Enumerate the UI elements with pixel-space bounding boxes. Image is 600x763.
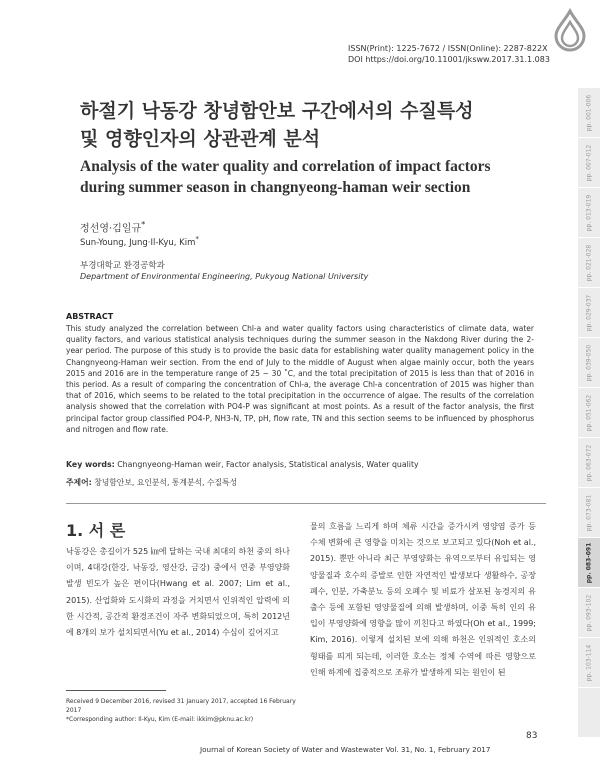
page-tab-label: pp. 083-091 bbox=[585, 542, 593, 583]
keywords-korean bbox=[66, 477, 534, 488]
body-column-left: 낙동강은 총길이가 525 ㎞에 달하는 국내 최대의 하천 중의 하나이며, 4대강(한강, 낙동강, 영산강, 금강) 중에서 연중 부영양화 발생 빈도가 높은 편이다(Hwang et al. 2007; Lim et al., 2015). 산업화와 도시화의 과정을 거치면서 인위적인 압력에 의한 시간적, 공간적 환경조건이 자주 변화되었으며, 특히 2012년에 8개의 보가 설치되면서(Yu et al., 2014) 수심이 깊어지고 bbox=[66, 547, 290, 638]
page-tab-label: pp. 029-037 bbox=[585, 294, 593, 331]
doi-line: DOI https://doi.org/10.11001/jksww.2017.31.1.083 bbox=[348, 55, 550, 64]
page-tab[interactable] bbox=[578, 188, 600, 237]
page-tab[interactable] bbox=[578, 588, 600, 637]
title-korean-line2: 및 영향인자의 상관관계 분석 bbox=[80, 128, 321, 150]
page-range-tabs bbox=[578, 88, 600, 738]
footnote bbox=[66, 697, 296, 724]
abstract-heading: ABSTRACT bbox=[66, 312, 114, 321]
keywords-korean-label: 주제어: bbox=[66, 478, 92, 487]
page-tab[interactable] bbox=[578, 238, 600, 287]
page-tab[interactable] bbox=[578, 388, 600, 437]
footnote-corresponding: *Corresponding author: Il-Kyu, Kim (E-mail: ikkim@pknu.ac.kr) bbox=[66, 716, 254, 723]
page-tab-label: pp. 063-072 bbox=[585, 444, 593, 481]
abstract-body: This study analyzed the correlation between Chl-a and water quality factors using characteristics of climate data, water quality factors, and various statistical analysis techniques during the summer season in the Nakdong River during the 2-year period. The purpose of this study is to provide the basic data for establishing water quality management policy in the Changnyeong-Haman weir section. From the end of July to the middle of August when algae mainly occur, both the years 2015 and 2016 are in the temperature range of 25 ~ 30 ˚C, and the total precipitation of 2015 is less than that of 2016 in this period. As a result of comparing the concentration of Chl-a, the average Chl-a concentration of 2015 was higher than that of 2016, which seems to be related to the total precipitation in the occurrence of algae. The results of the correlation analysis showed that the correlation with PO4-P was significant at most points. As a result of the factor analysis, the first principal factor group classified PO4-P, NH3-N, TP, pH, flow rate, TN and this section seems to be influenced by phosphorus and nitrogen and flow rate. bbox=[66, 324, 534, 434]
page-tab-label: pp. 001-006 bbox=[585, 94, 593, 131]
page-tab-label: pp. 073-081 bbox=[585, 494, 593, 531]
footnote-received: Received 9 December 2016, revised 31 January 2017, accepted 16 February 2017 bbox=[66, 698, 296, 714]
page-tab-label: pp. 013-019 bbox=[585, 194, 593, 231]
page-tab-label: pp. 093-102 bbox=[585, 594, 593, 631]
authors-korean-names: 정선영·김일규 bbox=[80, 223, 142, 235]
page-tab-label: pp. 051-062 bbox=[585, 394, 593, 431]
issn-info bbox=[348, 43, 550, 65]
issn-line: ISSN(Print): 1225-7672 / ISSN(Online): 2287-822X bbox=[348, 44, 548, 53]
keywords-korean-list: 창녕함안보, 요인분석, 통계분석, 수질특성 bbox=[94, 478, 238, 487]
page-tab[interactable] bbox=[578, 288, 600, 337]
section-divider bbox=[66, 503, 546, 504]
journal-logo-icon bbox=[548, 8, 592, 52]
page-number: 83 bbox=[526, 731, 538, 741]
page-tab-label: pp. 021-028 bbox=[585, 244, 593, 281]
keywords-english bbox=[66, 460, 534, 469]
page-tab[interactable] bbox=[578, 688, 600, 737]
page-tab-active[interactable] bbox=[578, 538, 600, 587]
page-tab[interactable] bbox=[578, 88, 600, 137]
page-tab[interactable] bbox=[578, 438, 600, 487]
section-title-introduction: 1. 서 론 bbox=[66, 521, 126, 540]
journal-footer: Journal of Korean Society of Water and Wastewater Vol. 31, No. 1, February 2017 bbox=[200, 745, 491, 754]
title-korean bbox=[80, 97, 520, 153]
footnote-divider bbox=[66, 690, 166, 691]
corresponding-mark: * bbox=[195, 234, 199, 243]
title-korean-line1: 하절기 낙동강 창녕함안보 구간에서의 수질특성 bbox=[80, 100, 474, 122]
keywords-english-list: Changnyeong-Haman weir, Factor analysis, Statistical analysis, Water quality bbox=[117, 460, 419, 469]
corresponding-mark: * bbox=[141, 219, 146, 229]
authors-korean bbox=[80, 219, 145, 234]
page-tab[interactable] bbox=[578, 488, 600, 537]
page-tab-label: pp. 103-114 bbox=[585, 644, 593, 681]
title-english bbox=[80, 156, 520, 198]
affiliation-english: Department of Environmental Engineering, Pukyoug National University bbox=[80, 272, 369, 281]
page-tab-label: pp. 039-050 bbox=[585, 344, 593, 381]
affiliation-korean: 부경대학교 환경공학과 bbox=[80, 261, 165, 271]
authors-english-names: Sun-Young, Jung·Il-Kyu, Kim bbox=[80, 237, 196, 248]
page-tab[interactable] bbox=[578, 338, 600, 387]
body-column-right: 물의 흐름을 느리게 하며 체류 시간을 증가시켜 영양염 증가 등 수체 변화에 큰 영향을 미치는 것으로 보고되고 있다(Noh et al., 2015). 뿐만 아니라 최근 부영양화는 유역으로부터 유입되는 영양물질과 호수의 증발로 인한 자연적인 발생보다 생활하수, 공장폐수, 인분, 가축분뇨 등의 오폐수 및 비료가 살포된 농경지의 유출수 등에 포함된 영양물질에 의해 발생하며, 이중 특히 인의 유입이 부영양화에 영향을 많이 끼친다고 하였다(Oh et al., 1999; Kim, 2016). 이렇게 설치된 보에 의해 하천은 인위적인 호소의 형태를 띄게 되는데, 이러한 호소는 정체 수역에 따른 영향으로 인해 하계에 집중적으로 조류가 발생하게 되는 원인이 된 bbox=[310, 522, 536, 677]
title-english-line1: Analysis of the water quality and correlation of impact factors bbox=[80, 158, 491, 175]
page-tab-label: pp. 007-012 bbox=[585, 144, 593, 181]
page-tab[interactable] bbox=[578, 638, 600, 687]
keywords-english-label: Key words: bbox=[66, 460, 115, 469]
page-tab[interactable] bbox=[578, 138, 600, 187]
title-english-line2: during summer season in changnyeong-haman weir section bbox=[80, 179, 471, 196]
authors-english bbox=[80, 234, 199, 248]
